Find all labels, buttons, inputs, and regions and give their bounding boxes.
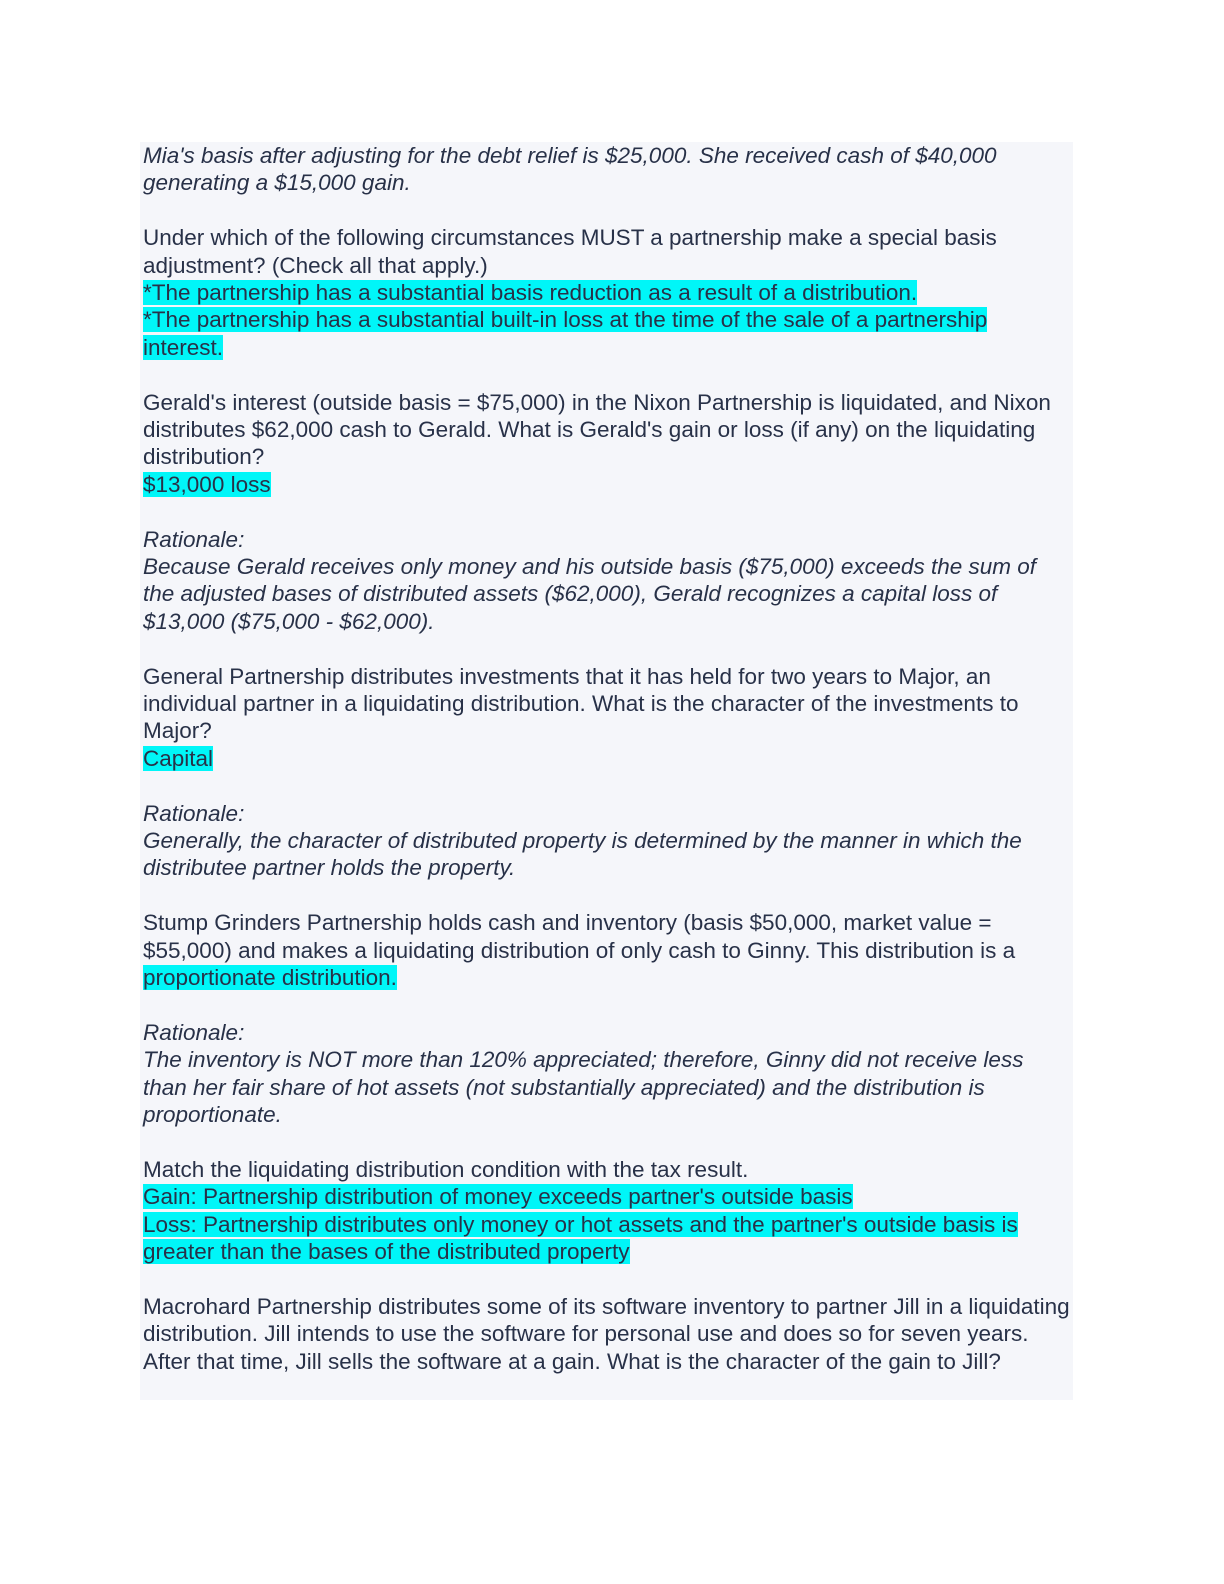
match-answer-gain: Gain: Partnership distribution of money exceeds partner's outside basis [143,1184,853,1210]
stump-grinders-answer: proportionate distribution. [143,965,397,991]
stump-grinders-question: Stump Grinders Partnership holds cash and inventory (basis $50,000, market value = $55,000) and makes a liquidating distribution of only cash to Ginny. This distribution is a proportionate distribution. [143,910,1016,991]
paragraph-gap [143,1266,1073,1293]
document-body [143,142,1073,1375]
paragraph-gap [143,635,1073,662]
gerald-answer: $13,000 loss [143,471,271,497]
match-answer-loss: Loss: Partnership distributes only money or hot assets and the partner's outside basis is greater than the bases of the distributed property [143,1211,1018,1265]
paragraph-gap [143,772,1073,799]
mia-basis-note: Mia's basis after adjusting for the debt relief is $25,000. She received cash of $40,000 generating a $15,000 gain. [143,143,997,196]
major-question: General Partnership distributes investments that it has held for two years to Major, an individual partner in a liquidating distribution. What is the character of the investments to Major? [143,663,1019,744]
paragraph-gap [143,361,1073,388]
match-question: Match the liquidating distribution condition with the tax result. [143,1156,749,1182]
paragraph-gap [143,992,1073,1019]
major-rationale-text: Generally, the character of distributed property is determined by the manner in which the distributee partner holds the property. [143,828,1022,881]
ginny-rationale-text: The inventory is NOT more than 120% appreciated; therefore, Ginny did not receive less than her fair share of hot assets (not substantially appreciated) and the distribution is proportionate. [143,1047,1024,1128]
special-basis-answer-2: *The partnership has a substantial built-in loss at the time of the sale of a partnership interest. [143,307,988,360]
paragraph-gap [143,498,1073,525]
paragraph-gap [143,882,1073,909]
paragraph-gap [143,197,1073,224]
macrohard-question: Macrohard Partnership distributes some of its software inventory to partner Jill in a liquidating distribution. Jill intends to use the software for personal use and does so for seven years. After that time, Jill sells the software at a gain. What is the character of the gain to Jill? [143,1293,1070,1374]
gerald-rationale-text: Because Gerald receives only money and his outside basis ($75,000) exceeds the sum of the adjusted bases of distributed assets ($62,000), Gerald recognizes a capital loss of $13,000 ($75,000 - $62,000). [143,554,1037,634]
major-rationale-label: Rationale: [143,800,245,826]
paragraph-gap [143,1129,1073,1156]
gerald-rationale-label: Rationale: [143,526,245,552]
ginny-rationale-label: Rationale: [143,1019,245,1045]
special-basis-answer-1: *The partnership has a substantial basis reduction as a result of a distribution. [143,280,918,306]
major-answer: Capital [143,745,214,771]
gerald-question: Gerald's interest (outside basis = $75,000) in the Nixon Partnership is liquidated, and Nixon distributes $62,000 cash to Gerald. What is Gerald's gain or loss (if any) on the liquidating distribution? [143,389,1051,470]
special-basis-question: Under which of the following circumstances MUST a partnership make a special basis adjustment? (Check all that apply.) [143,225,997,278]
